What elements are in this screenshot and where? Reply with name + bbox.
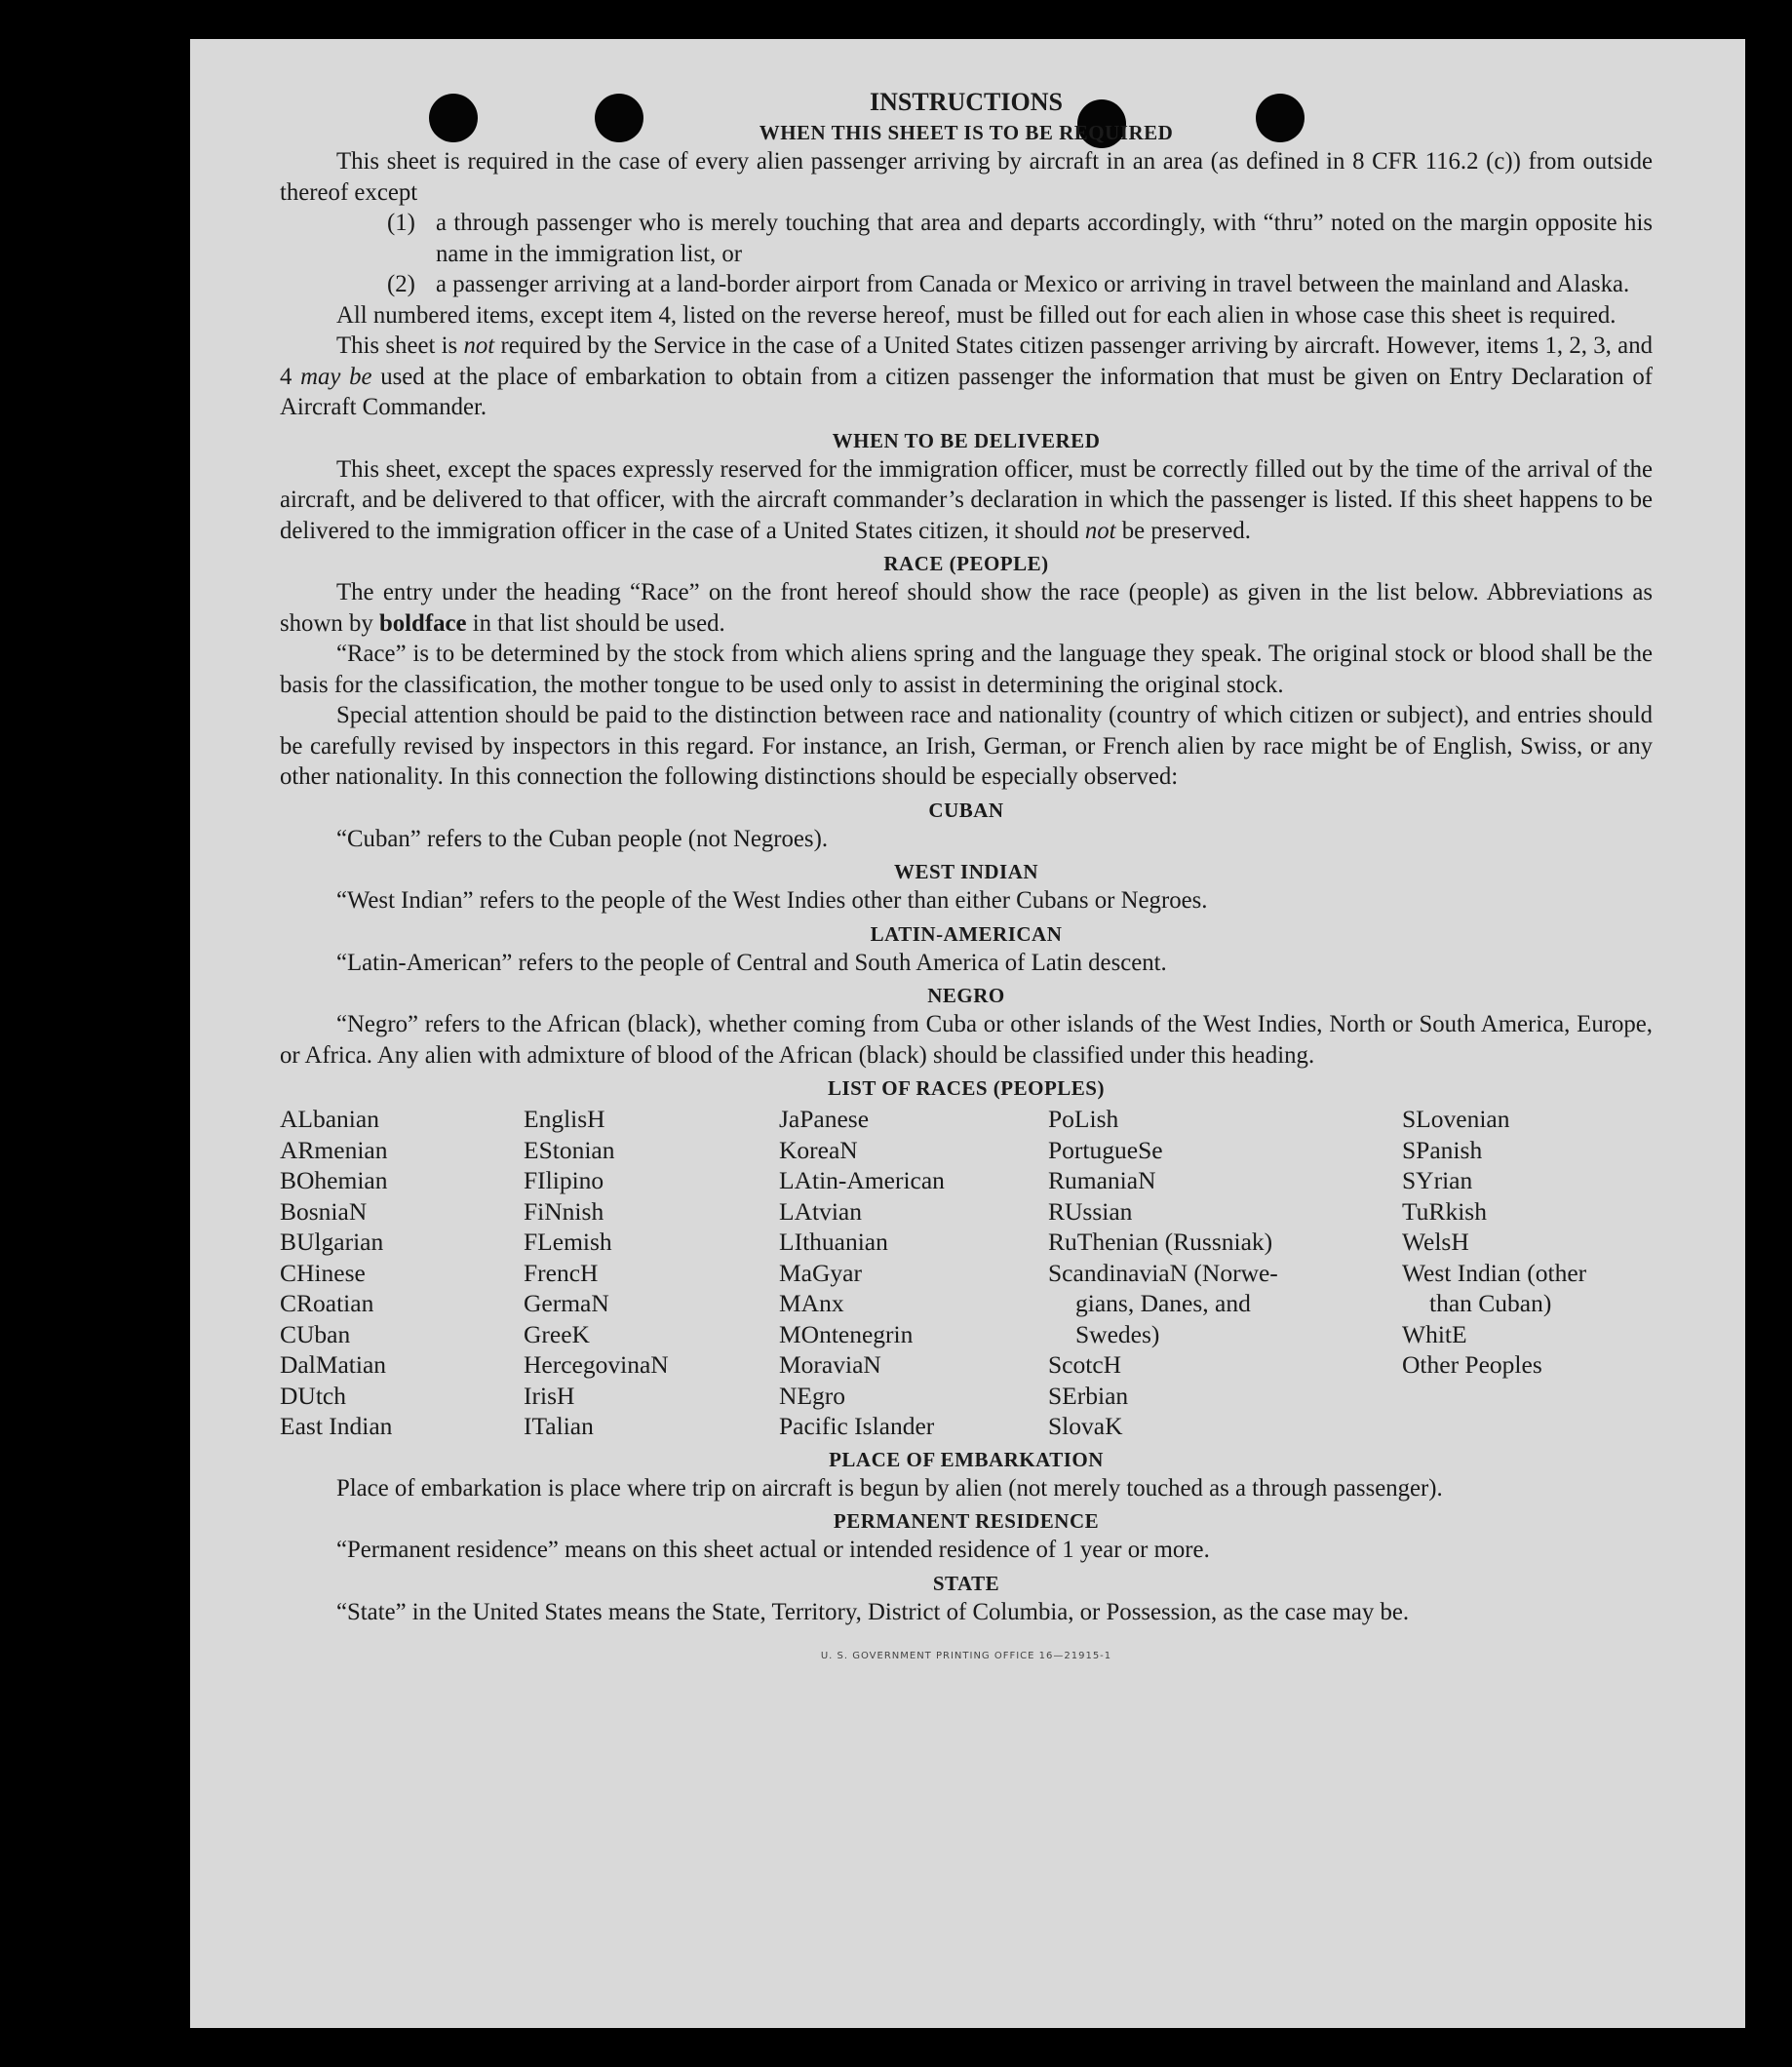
race-item: SLovenian (1402, 1105, 1510, 1133)
section-heading: NEGRO (927, 984, 1005, 1007)
race-item: Pacific Islander (779, 1412, 935, 1440)
race-item: West Indian (other (1402, 1258, 1587, 1287)
emphasis: not (463, 332, 495, 359)
item-text: a passenger arriving at a land-border airport from Canada or Mexico or arriving in travel between the mainland and Alaska. (436, 271, 1630, 297)
race-item: RuThenian (Russniak) (1048, 1228, 1273, 1256)
text-run: in that list should be used. (466, 609, 725, 637)
race-item: IrisH (524, 1381, 575, 1410)
race-item: GreeK (524, 1319, 590, 1348)
text-run: required by the Service in the case of a United States citizen passenger arriving by aircraft. However, items 1, 2, 3, and 4 (280, 332, 1653, 390)
race-item-continued: gians, Danes, and (1075, 1289, 1251, 1317)
paragraph: This sheet is required in the case of every alien passenger arriving by aircraft in an area (as defined in 8 CFR 116.2 (c)) from outside thereof except (280, 148, 1653, 206)
race-item: MOntenegrin (779, 1319, 914, 1348)
paragraph: All numbered items, except item 4, listed on the reverse hereof, must be filled out for each alien in whose case this sheet is required. (336, 301, 1617, 329)
section-heading: WHEN THIS SHEET IS TO BE REQUIRED (759, 121, 1174, 144)
item-text: a through passenger who is merely touching that area and departs accordingly, with “thru” noted on the margin opposite his name in the immigration list, or (436, 210, 1653, 267)
paragraph: “West Indian” refers to the people of the West Indies other than either Cubans or Negroes. (336, 887, 1208, 914)
section-heading: PERMANENT RESIDENCE (833, 1509, 1100, 1533)
race-item: Other Peoples (1402, 1350, 1542, 1379)
section-heading: LIST OF RACES (PEOPLES) (828, 1076, 1105, 1100)
race-list (280, 1104, 1653, 1442)
paragraph: “Permanent residence” means on this sheet actual or intended residence of 1 year or more. (336, 1537, 1210, 1563)
race-column (524, 1104, 779, 1442)
item-number: (1) (387, 210, 415, 236)
race-item: WelsH (1402, 1228, 1469, 1256)
race-item: EStonian (524, 1135, 615, 1164)
race-item: SlovaK (1048, 1412, 1123, 1440)
race-item: KoreaN (779, 1135, 858, 1164)
race-item: HercegovinaN (524, 1350, 669, 1379)
race-item: FiNnish (524, 1196, 604, 1226)
race-item: BOhemian (280, 1166, 388, 1194)
page-title: INSTRUCTIONS (870, 88, 1063, 116)
race-item: SYrian (1402, 1166, 1473, 1194)
paragraph (280, 331, 1653, 423)
paragraph: “State” in the United States means the State, Territory, District of Columbia, or Possession, as the case may be. (336, 1598, 1410, 1625)
race-item: MaGyar (779, 1258, 862, 1287)
text-run: be preserved. (1115, 517, 1251, 544)
race-column (280, 1104, 524, 1442)
race-item: PoLish (1048, 1105, 1119, 1133)
section-heading: WHEN TO BE DELIVERED (832, 428, 1101, 452)
race-item: ITalian (524, 1412, 594, 1440)
race-item: LAtvian (779, 1196, 862, 1226)
section-heading: CUBAN (928, 798, 1004, 822)
paragraph (280, 577, 1653, 639)
race-item: East Indian (280, 1412, 393, 1440)
paragraph: “Latin-American” refers to the people of Central and South America of Latin descent. (336, 949, 1167, 976)
emphasis: may be (300, 363, 372, 390)
race-column (1402, 1104, 1653, 1442)
paragraph: “Negro” refers to the African (black), whether coming from Cuba or other islands of the West Indies, North or South America, Europe, or Africa. Any alien with admixture of blood of the African (black) should be classified under this heading. (280, 1011, 1653, 1069)
text-run: This sheet is (336, 332, 464, 359)
race-item: SErbian (1048, 1381, 1129, 1410)
section-heading: RACE (PEOPLE) (883, 552, 1049, 575)
section-heading: WEST INDIAN (893, 860, 1039, 883)
race-item: FIlipino (524, 1166, 604, 1194)
race-item: RUssian (1048, 1196, 1133, 1226)
race-item-continued: Swedes) (1075, 1319, 1160, 1348)
paragraph: “Cuban” refers to the Cuban people (not Negroes). (336, 825, 829, 852)
race-item: FrencH (524, 1258, 599, 1287)
race-item: CRoatian (280, 1289, 374, 1317)
race-item: RumaniaN (1048, 1166, 1156, 1194)
race-item: FLemish (524, 1228, 612, 1256)
section-heading: LATIN-AMERICAN (870, 921, 1063, 946)
item-number: (2) (387, 271, 415, 297)
race-item: PortugueSe (1048, 1135, 1163, 1164)
race-item: ScotcH (1048, 1350, 1122, 1379)
race-item: GermaN (524, 1289, 609, 1317)
document-page (190, 39, 1745, 2028)
race-item: LAtin-American (779, 1166, 945, 1194)
instructions-content (280, 86, 1653, 1672)
race-item: BosniaN (280, 1196, 368, 1226)
race-item-continued: than Cuban) (1429, 1289, 1552, 1317)
race-item: TuRkish (1402, 1196, 1487, 1226)
paragraph: Special attention should be paid to the distinction between race and nationality (country of which citizen or subject), and entries should be carefully revised by inspectors in this regard. For instance, an Irish, German, or French alien by race might be of English, Swiss, or any other nationality. In this connection the following distinctions should be especially observed: (280, 702, 1653, 790)
race-item: DUtch (280, 1381, 346, 1410)
race-item: ALbanian (280, 1105, 379, 1133)
race-item: WhitE (1402, 1319, 1467, 1348)
paragraph: Place of embarkation is place where trip on aircraft is begun by alien (not merely touched as a through passenger). (336, 1474, 1443, 1502)
race-item: ARmenian (280, 1135, 388, 1164)
printing-office-footer: U. S. GOVERNMENT PRINTING OFFICE 16—21915-1 (820, 1651, 1112, 1661)
race-item: ScandinaviaN (Norwe- (1048, 1258, 1278, 1287)
section-heading: PLACE OF EMBARKATION (829, 1447, 1104, 1471)
race-column (779, 1104, 1048, 1442)
bold-text: boldface (378, 609, 467, 637)
race-item: CUban (280, 1319, 351, 1348)
race-item: LIthuanian (779, 1228, 888, 1256)
race-item: SPanish (1402, 1135, 1483, 1164)
paragraph: “Race” is to be determined by the stock from which aliens spring and the language they speak. The original stock or blood shall be the basis for the classification, the mother tongue to be used only to assist in determining the original stock. (280, 641, 1653, 698)
race-item: JaPanese (779, 1105, 870, 1133)
paragraph (280, 454, 1653, 547)
race-item: NEgro (779, 1381, 845, 1410)
race-item: MoraviaN (779, 1350, 881, 1379)
race-item: BUlgarian (280, 1228, 384, 1256)
section-heading: STATE (932, 1571, 1000, 1595)
race-item: MAnx (779, 1289, 844, 1317)
list-item (280, 208, 1653, 269)
race-column (1048, 1104, 1402, 1442)
text-run: used at the place of embarkation to obtain from a citizen passenger the information that must be given on Entry Declaration of Aircraft Commander. (280, 363, 1653, 420)
text-run: This sheet, except the spaces expressly reserved for the immigration officer, must be correctly filled out by the time of the arrival of the aircraft, and be delivered to that officer, with the aircraft commander’s declaration in which the passenger is listed. If this sheet happens to be delivered to the immigration officer in the case of a United States citizen, it should (280, 455, 1653, 544)
race-item: EnglisH (524, 1105, 605, 1133)
race-item: CHinese (280, 1258, 366, 1287)
list-item (280, 269, 1653, 300)
race-item: DalMatian (280, 1350, 387, 1379)
emphasis: not (1084, 517, 1116, 544)
text-run: The entry under the heading “Race” on the front hereof should show the race (people) as given in the list below. Abbreviations as shown by (280, 579, 1653, 637)
